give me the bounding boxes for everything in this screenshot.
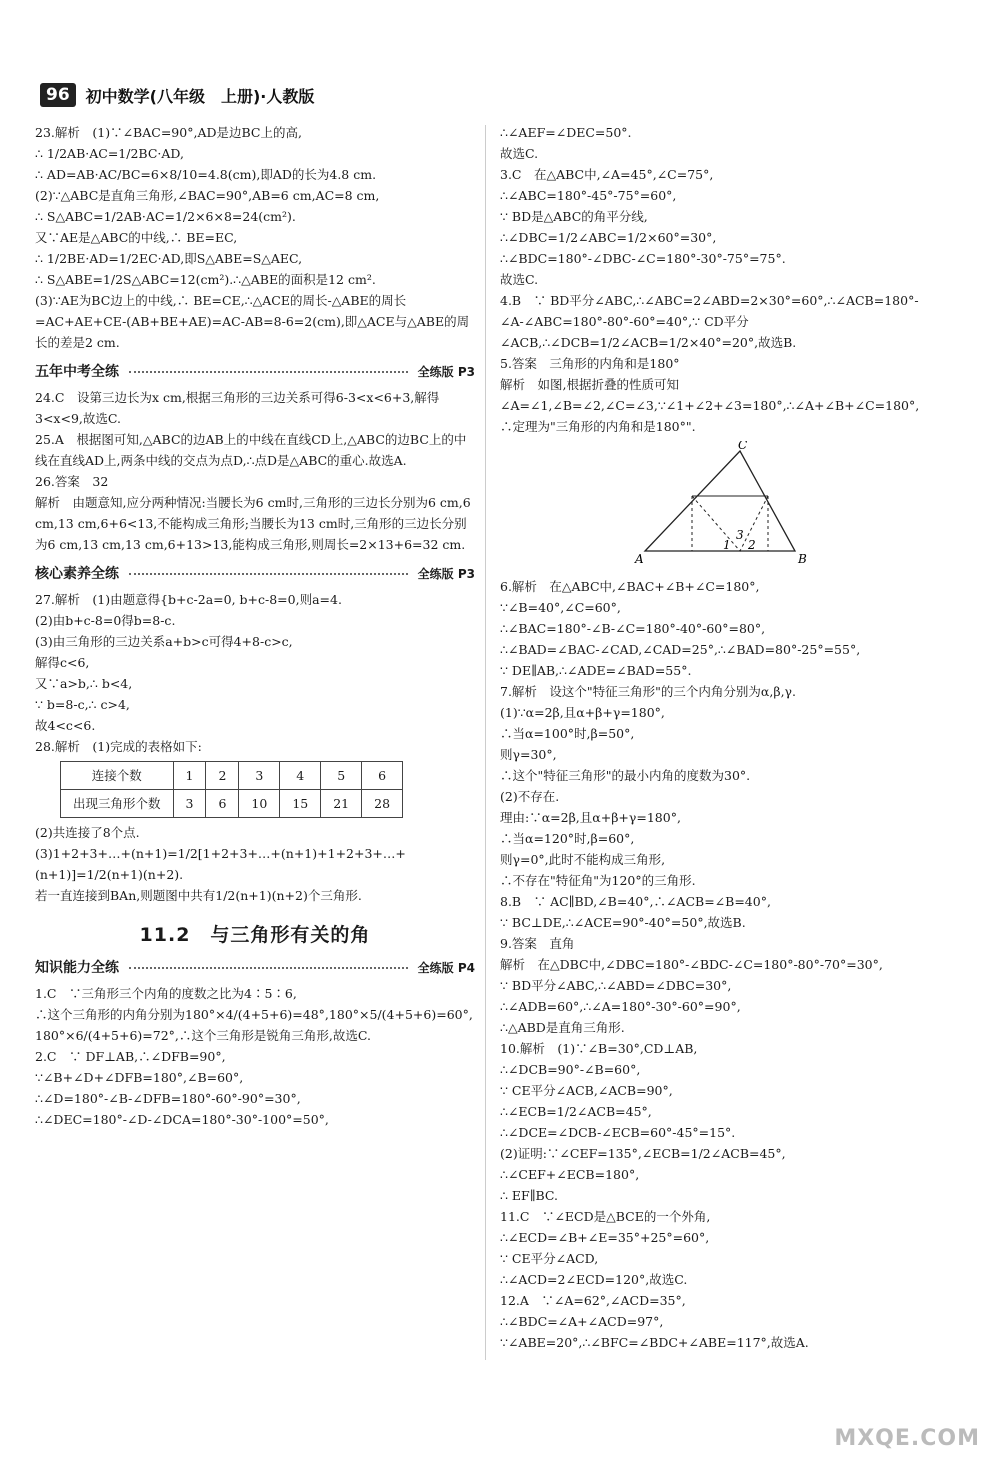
table-cell: 2 — [206, 762, 239, 790]
solution-line: 8.B ∵ AC∥BD,∠B=40°,∴∠ACB=∠B=40°, — [500, 894, 771, 909]
page-header — [40, 80, 314, 110]
solution-line: ∵∠B+∠D+∠DFB=180°,∠B=60°, — [35, 1070, 244, 1085]
solution-line: 故选C. — [500, 146, 539, 161]
solution-line: ∴定理为"三角形的内角和是180°". — [500, 419, 696, 434]
solution-line: 24.C 设第三边长为x cm,根据三角形的三边关系可得6-3<x<6+3,解得3<x<9,故选C. — [35, 390, 440, 426]
section-title: 知识能力全练 — [35, 960, 119, 976]
solution-line: 解析 在△DBC中,∠DBC=180°-∠BDC-∠C=180°-80°-70°=30°, — [500, 957, 883, 972]
solution-line: ∴∠DCB=90°-∠B=60°, — [500, 1062, 641, 1077]
table-cell: 21 — [321, 790, 362, 818]
table-cell: 出现三角形个数 — [61, 790, 174, 818]
solution-line: 12.A ∵∠A=62°,∠ACD=35°, — [500, 1293, 686, 1308]
solution-line: (2)不存在. — [500, 789, 560, 804]
table-row — [61, 790, 403, 818]
solution-line: ∴ 1/2BE·AD=1/2EC·AD,即S△ABE=S△AEC, — [35, 251, 303, 266]
section-rule — [129, 966, 408, 969]
section-rule — [129, 572, 408, 575]
solution-line: ∴当α=100°时,β=50°, — [500, 726, 635, 741]
table-row — [61, 762, 403, 790]
solution-line: (3)由三角形的三边关系a+b>c可得4+8-c>c, — [35, 634, 293, 649]
section-heading — [35, 563, 475, 583]
solution-line: 11.C ∵∠ECD是△BCE的一个外角, — [500, 1209, 711, 1224]
solution-line: 26.答案 32 — [35, 474, 109, 489]
solution-line: 故4<c<6. — [35, 718, 96, 733]
section-title: 五年中考全练 — [35, 364, 119, 380]
solution-line: (3)1+2+3+…+(n+1)=1/2[1+2+3+…+(n+1)+1+2+3+…+(n+1)]=1/2(n+1)(n+2). — [35, 846, 406, 882]
section-page-ref: 全练版 P3 — [417, 566, 475, 581]
answer-table — [60, 761, 403, 818]
page-number: 96 — [40, 83, 76, 107]
solution-line: 3.C 在△ABC中,∠A=45°,∠C=75°, — [500, 167, 714, 182]
solution-line: 又∵a>b,∴ b<4, — [35, 676, 133, 691]
solution-line: 2.C ∵ DF⊥AB,∴∠DFB=90°, — [35, 1049, 226, 1064]
section-heading — [35, 361, 475, 381]
solution-line: ∴∠BDC=180°-∠DBC-∠C=180°-30°-75°=75°. — [500, 251, 786, 266]
table-cell: 3 — [173, 790, 206, 818]
solution-line: (2)证明:∵∠CEF=135°,∠ECB=1/2∠ACB=45°, — [500, 1146, 786, 1161]
table-cell: 28 — [362, 790, 403, 818]
solution-line: ∴不存在"特征角"为120°的三角形. — [500, 873, 696, 888]
solution-line: 4.B ∵ BD平分∠ABC,∴∠ABC=2∠ABD=2×30°=60°,∴∠ACB=180°-∠A-∠ABC=180°-80°-60°=40°,∵ CD平分∠ACB,∴∠DCB=1/2∠ACB=1/2×40°=20°,故选B. — [500, 293, 919, 350]
triangle-outline — [645, 451, 795, 551]
solution-line: ∴∠BDC=∠A+∠ACD=97°, — [500, 1314, 664, 1329]
left-column — [35, 122, 475, 1130]
solution-line: (3)∵AE为BC边上的中线,∴ BE=CE,∴△ACE的周长-△ABE的周长=AC+AE+CE-(AB+BE+AE)=AC-AB=8-6=2(cm),即△ACE与△ABE的周长的差是2 cm. — [35, 293, 470, 350]
table-cell: 1 — [173, 762, 206, 790]
solution-line: ∴∠DBC=1/2∠ABC=1/2×60°=30°, — [500, 230, 717, 245]
solution-line: ∴△ABD是直角三角形. — [500, 1020, 625, 1035]
solution-line: ∴∠BAD=∠BAC-∠CAD,∠CAD=25°,∴∠BAD=80°-25°=55°, — [500, 642, 861, 657]
solution-line: ∵ b=8-c,∴ c>4, — [35, 697, 130, 712]
table-cell: 3 — [239, 762, 280, 790]
solution-line: ∵ BC⊥DE,∴∠ACE=90°-40°=50°,故选B. — [500, 915, 746, 930]
solution-line: ∴∠ECD=∠B+∠E=35°+25°=60°, — [500, 1230, 710, 1245]
table-cell: 10 — [239, 790, 280, 818]
solution-line: ∴∠DCE=∠DCB-∠ECB=60°-45°=15°. — [500, 1125, 736, 1140]
figure-label: 1 — [723, 538, 731, 552]
figure-label: 2 — [748, 538, 756, 552]
solution-line: ∴ S△ABE=1/2S△ABC=12(cm²).∴△ABE的面积是12 cm². — [35, 272, 376, 287]
figure-label: 3 — [736, 528, 744, 542]
solution-line: ∵ BD平分∠ABC,∴∠ABD=∠DBC=30°, — [500, 978, 732, 993]
solution-line: 解析 由题意知,应分两种情况:当腰长为6 cm时,三角形的三边长分别为6 cm,6 cm,13 cm,6+6<13,不能构成三角形;当腰长为13 cm时,三角形的三边长分别为6 cm,13 cm,13 cm,6+13>13,能构成三角形,则周长=2×13+6=32 cm. — [35, 495, 475, 552]
solution-line: 若一直连接到BAn,则题图中共有1/2(n+1)(n+2)个三角形. — [35, 888, 362, 903]
solution-line: 则γ=30°, — [500, 747, 557, 762]
figure-label: A — [635, 552, 644, 566]
solution-line: 9.答案 直角 — [500, 936, 575, 951]
solution-line: 180°×6/(4+5+6)=72°,∴这个三角形是锐角三角形,故选C. — [35, 1028, 371, 1043]
solution-line: 6.解析 在△ABC中,∠BAC+∠B+∠C=180°, — [500, 579, 760, 594]
solution-line: 25.A 根据图可知,△ABC的边AB上的中线在直线CD上,△ABC的边BC上的中线在直线AD上,两条中线的交点为点D,∴点D是△ABC的重心.故选A. — [35, 432, 467, 468]
solution-line: 10.解析 (1)∵∠B=30°,CD⊥AB, — [500, 1041, 698, 1056]
chapter-title: 11.2 与三角形有关的角 — [139, 924, 371, 946]
solution-line: ∴∠ADB=60°,∴∠A=180°-30°-60°=90°, — [500, 999, 741, 1014]
section-page-ref: 全练版 P3 — [417, 364, 475, 379]
solution-line: 1.C ∵三角形三个内角的度数之比为4∶5∶6, — [35, 986, 297, 1001]
solution-line: ∵ DE∥AB,∴∠ADE=∠BAD=55°. — [500, 663, 692, 678]
table-cell: 6 — [206, 790, 239, 818]
solution-line: 7.解析 设这个"特征三角形"的三个内角分别为α,β,γ. — [500, 684, 796, 699]
figure-label: B — [798, 552, 807, 566]
solution-line: ∴∠ECB=1/2∠ACB=45°, — [500, 1104, 652, 1119]
solution-line: ∴ S△ABC=1/2AB·AC=1/2×6×8=24(cm²). — [35, 209, 296, 224]
column-divider — [485, 125, 486, 1360]
solution-line: ∴∠BAC=180°-∠B-∠C=180°-40°-60°=80°, — [500, 621, 766, 636]
solution-line: 5.答案 三角形的内角和是180° — [500, 356, 680, 371]
solution-line: ∴这个"特征三角形"的最小内角的度数为30°. — [500, 768, 751, 783]
triangle-figure — [630, 441, 940, 572]
table-cell: 4 — [280, 762, 321, 790]
solution-line: 理由:∵α=2β,且α+β+γ=180°, — [500, 810, 681, 825]
solution-line: ∴∠AEF=∠DEC=50°. — [500, 125, 632, 140]
section-page-ref: 全练版 P4 — [417, 960, 475, 975]
solution-line: ∴ EF∥BC. — [500, 1188, 559, 1203]
solution-line: ∵ CE平分∠ACD, — [500, 1251, 599, 1266]
table-cell: 5 — [321, 762, 362, 790]
solution-line: 又∵AE是△ABC的中线,∴ BE=EC, — [35, 230, 238, 245]
solution-line: ∵ BD是△ABC的角平分线, — [500, 209, 648, 224]
solution-line: (1)∵α=2β,且α+β+γ=180°, — [500, 705, 665, 720]
solution-line: ∵ CE平分∠ACB,∠ACB=90°, — [500, 1083, 673, 1098]
solution-line: ∴当α=120°时,β=60°, — [500, 831, 635, 846]
section-heading — [35, 957, 475, 977]
solution-line: 则γ=0°,此时不能构成三角形, — [500, 852, 666, 867]
table-cell: 连接个数 — [61, 762, 174, 790]
section-rule — [129, 370, 408, 373]
solution-line: ∴这个三角形的内角分别为180°×4/(4+5+6)=48°,180°×5/(4+5+6)=60°, — [35, 1007, 473, 1022]
solution-line: ∴ AD=AB·AC/BC=6×8/10=4.8(cm),即AD的长为4.8 cm. — [35, 167, 377, 182]
solution-line: (2)共连接了8个点. — [35, 825, 140, 840]
solution-line: (2)∵△ABC是直角三角形,∠BAC=90°,AB=6 cm,AC=8 cm, — [35, 188, 380, 203]
solution-line: ∴∠ACD=2∠ECD=120°,故选C. — [500, 1272, 688, 1287]
book-title: 初中数学(八年级 上册)·人教版 — [85, 86, 315, 106]
solution-line: ∴∠DEC=180°-∠D-∠DCA=180°-30°-100°=50°, — [35, 1112, 329, 1127]
solution-line: ∴∠CEF+∠ECB=180°, — [500, 1167, 640, 1182]
solution-line: 23.解析 (1)∵∠BAC=90°,AD是边BC上的高, — [35, 125, 302, 140]
figure-label: C — [738, 441, 748, 452]
solution-line: 解析 如图,根据折叠的性质可知∠A=∠1,∠B=∠2,∠C=∠3,∵∠1+∠2+∠3=180°,∴∠A+∠B+∠C=180°, — [500, 377, 920, 413]
solution-line: ∴∠ABC=180°-45°-75°=60°, — [500, 188, 677, 203]
right-column — [500, 122, 940, 1353]
section-title: 核心素养全练 — [35, 566, 119, 582]
table-cell: 15 — [280, 790, 321, 818]
solution-line: ∴∠D=180°-∠B-∠DFB=180°-60°-90°=30°, — [35, 1091, 301, 1106]
table-cell: 6 — [362, 762, 403, 790]
solution-line: ∵∠ABE=20°,∴∠BFC=∠BDC+∠ABE=117°,故选A. — [500, 1335, 809, 1350]
solution-line: ∵∠B=40°,∠C=60°, — [500, 600, 621, 615]
solution-line: ∴ 1/2AB·AC=1/2BC·AD, — [35, 146, 184, 161]
solution-line: 故选C. — [500, 272, 539, 287]
watermark: MXQE.COM — [834, 1426, 980, 1451]
solution-line: 28.解析 (1)完成的表格如下: — [35, 739, 202, 754]
solution-line: 27.解析 (1)由题意得{b+c-2a=0, b+c-8=0,则a=4. — [35, 592, 342, 607]
solution-line: (2)由b+c-8=0得b=8-c. — [35, 613, 176, 628]
solution-line: 解得c<6, — [35, 655, 90, 670]
